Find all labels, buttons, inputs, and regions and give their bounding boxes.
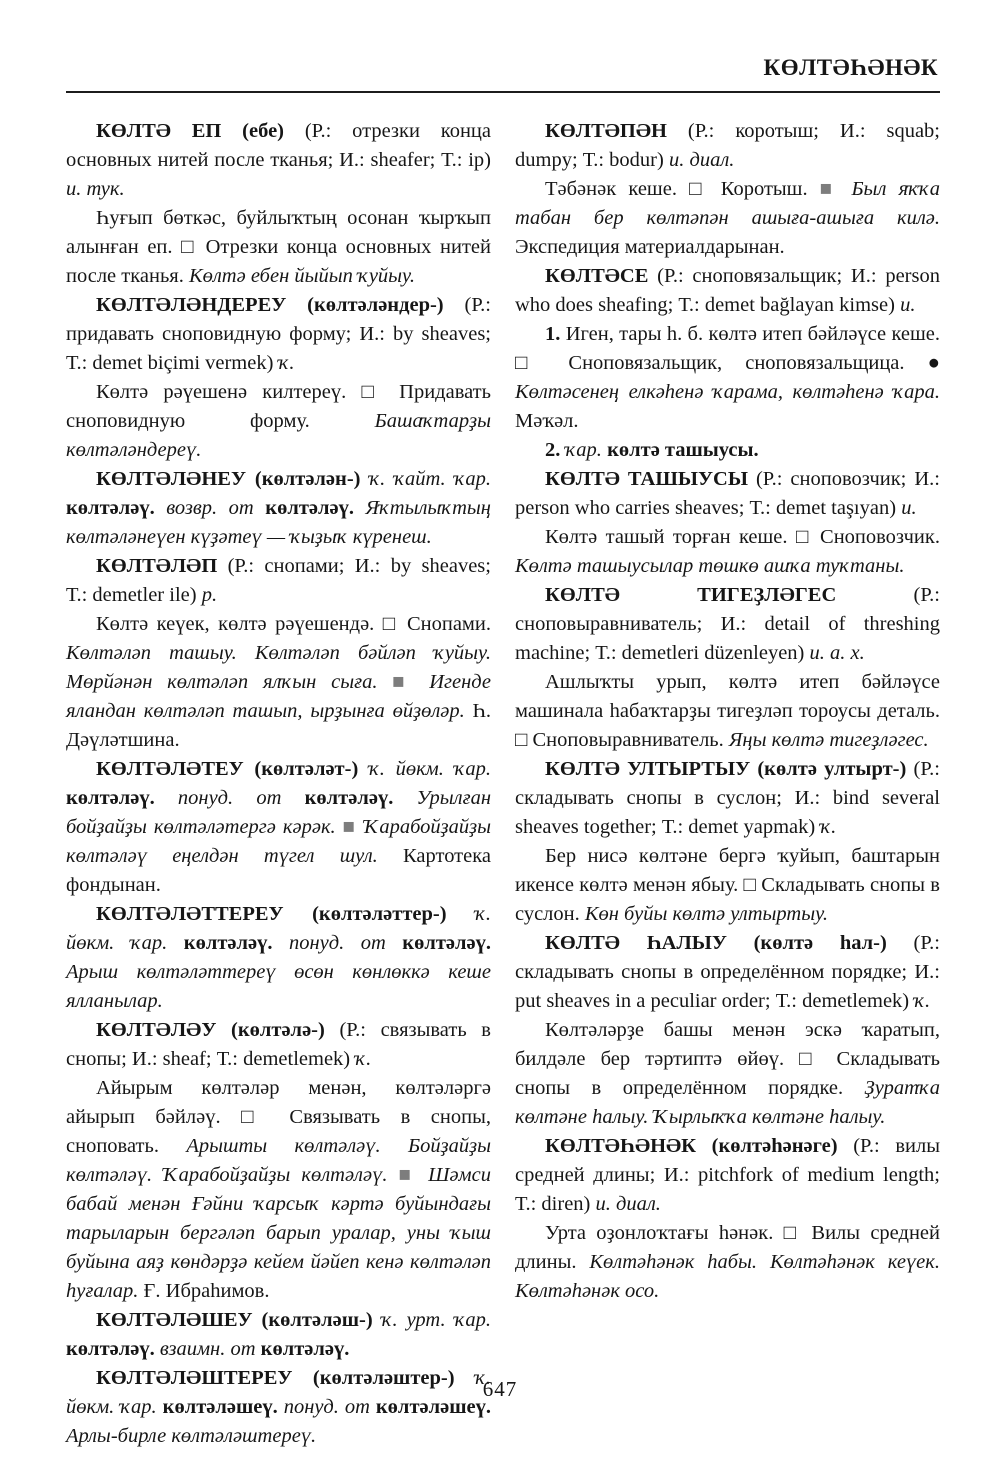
italic-text: понуд. от <box>289 932 403 954</box>
regular-text: Ашлыҡты урып, көлтә итеп бәйләүсе машинала һабаҡтарҙы тигеҙләп тороусы деталь. □ Сноповыравниватель. <box>515 671 940 751</box>
right-column <box>515 117 940 1451</box>
entry-paragraph <box>66 552 491 610</box>
italic-text: Яңы көлтә тигеҙләгес. <box>728 729 929 751</box>
entry-paragraph <box>515 436 940 465</box>
entry-paragraph <box>515 1219 940 1306</box>
bold-text: КӨЛТӘ ТАШЫУСЫ <box>545 468 756 490</box>
italic-text: Ҡарабойҙайҙы көлтәләү еңелдән түгел шул. <box>66 816 491 867</box>
entry-paragraph <box>66 117 491 204</box>
regular-text: (Р.: отрезки конца основных нитей после тканья; И.: sheafer; Т.: ip) <box>66 120 491 171</box>
entry-paragraph <box>66 1306 491 1364</box>
bold-text: көлтәләү. <box>402 932 492 954</box>
italic-text: ҡ. <box>278 352 295 374</box>
entry-paragraph <box>66 1016 491 1074</box>
bold-text: көлтәләшеү. <box>162 1396 284 1418</box>
regular-text: (Р.: складывать снопы в определённом порядке; И.: put sheaves in a peculiar order; Т.: demetlemek) <box>515 932 940 1012</box>
entry-paragraph <box>515 117 940 175</box>
regular-text: Көлтә кеүек, көлтә рәүешендә. □ Снопами. <box>96 613 491 635</box>
entry-paragraph <box>515 523 940 581</box>
italic-text: и. тук. <box>66 178 125 200</box>
regular-text: (Р.: снопами; И.: by sheaves; Т.: demetler ile) <box>66 555 491 606</box>
regular-text: (Р.: сноповозчик; И.: person who carries sheaves; Т.: demet taşıyan) <box>515 468 940 519</box>
text-columns <box>66 117 940 1451</box>
italic-text: ҡ. <box>914 990 931 1012</box>
regular-text: Урта оҙонлоҡтағы һәнәк. □ Вилы средней длины. <box>515 1222 940 1273</box>
regular-text: Көлтә ташый торған кеше. □ Сноповозчик. <box>545 526 940 548</box>
italic-text: Урылған бойҙайҙы көлтәләтергә кәрәк. <box>66 787 491 838</box>
entry-paragraph <box>515 320 940 436</box>
italic-text: ҡ. <box>820 816 837 838</box>
shaded-square-icon: ■ <box>819 178 840 200</box>
regular-text: Көлтә рәүешенә килтереү. □ Придавать сноповидную форму. <box>66 381 491 432</box>
bold-text: КӨЛТӘҺӘНӘК (көлтәһәнәге) <box>545 1135 854 1157</box>
entry-paragraph <box>66 204 491 291</box>
left-column <box>66 117 491 1451</box>
entry-paragraph <box>515 668 940 755</box>
entry-paragraph <box>515 842 940 929</box>
regular-text: Һуғып бөткәс, буйлыҡтың осонан ҡырҡып алынған еп. □ Отрезки конца основных нитей после тканья. <box>66 207 491 287</box>
italic-text: Игенде яландан көлтәләп ташып, ырҙынға өйҙөләр. <box>66 671 491 722</box>
entry-paragraph <box>66 610 491 755</box>
regular-text: (Р.: вилы средней длины; И.: pitchfork of medium length; Т.: diren) <box>515 1135 940 1215</box>
bold-text: көлтәләү. <box>183 932 289 954</box>
italic-text: ҡ. ҡайт. ҡар. <box>369 468 491 490</box>
regular-text: (Р.: сноповязальщик; И.: person who does sheafing; Т.: demet bağlayan kimse) <box>515 265 940 316</box>
italic-text: взаимн. от <box>159 1338 261 1360</box>
italic-text: возвр. от <box>166 497 266 519</box>
italic-text: Яҡтылыҡтың көлтәләнеүен күҙәтеү — ҡыҙыҡ күренеш. <box>66 497 491 548</box>
regular-text: (Р.: коротыш; И.: squab; dumpy; Т.: bodur) <box>515 120 940 171</box>
regular-text: Бер нисә көлтәне бергә ҡуйып, баштарын икенсе көлтә менән ябыу. □ Складывать снопы в суслон. <box>515 845 940 925</box>
entry-paragraph <box>66 465 491 552</box>
italic-text: понуд. от <box>283 1396 376 1418</box>
italic-text: и. <box>900 294 916 316</box>
entry-paragraph <box>66 900 491 1016</box>
bold-text: көлтәләү. <box>260 1338 350 1360</box>
italic-text: и. а. х. <box>809 642 865 664</box>
italic-text: Арыш көлтәләттереү өсөн көнлөккә кеше ялланылар. <box>66 961 491 1012</box>
header-rule <box>66 91 940 93</box>
bold-text: КӨЛТӘСЕ <box>545 265 658 287</box>
regular-text: Һ. Дәүләтшина. <box>66 700 491 751</box>
italic-text: Башаҡтарҙы көлтәләндереү. <box>66 410 491 461</box>
italic-text: ҡар. <box>565 439 608 461</box>
italic-text: ҡ. <box>355 1048 372 1070</box>
regular-text: (Р.: придавать сноповидную форму; И.: by sheaves; Т.: demet biçimi vermek) <box>66 294 491 374</box>
bold-text: КӨЛТӘ ЕП (ебе) <box>96 120 305 142</box>
bold-text: көлтәләү. <box>66 497 167 519</box>
bold-text: көлтәләү. <box>66 787 178 809</box>
shaded-square-icon: ■ <box>342 816 357 838</box>
italic-text: р. <box>201 584 218 606</box>
bold-text: көлтәләү. <box>66 1338 160 1360</box>
italic-text: Арлы-бирле көлтәләштереү. <box>66 1425 317 1447</box>
italic-text: Көлтәсенең елкәһенә ҡарама, көлтәһенә ҡара. <box>515 381 940 403</box>
bold-text: КӨЛТӘЛӘНЕУ (көлтәлән-) <box>96 468 370 490</box>
regular-text: Иген, тары һ. б. көлтә итеп бәйләүсе кеше. □ Сноповязальщик, сноповязальщица. ● <box>515 323 941 374</box>
bold-text: КӨЛТӘЛӘТТЕРЕУ (көлтәләттер-) <box>96 903 476 925</box>
italic-text: Көн буйы көлтә ултыртыу. <box>584 903 829 925</box>
italic-text: ҡ. йөкм. ҡар. <box>368 758 491 780</box>
shaded-square-icon: ■ <box>398 1164 417 1186</box>
regular-text: (Р.: складывать снопы в суслон; И.: bind several sheaves together; Т.: demet yapmak) <box>515 758 940 838</box>
italic-text: Ҙуратҡа көлтәне һалыу. Ҡырлыҡҡа көлтәне һалыу. <box>515 1077 940 1128</box>
entry-paragraph <box>515 1016 940 1132</box>
regular-text: Мәҡәл. <box>515 410 579 432</box>
entry-paragraph <box>515 465 940 523</box>
regular-text: Тәбәнәк кеше. □ Коротыш. <box>545 178 820 200</box>
shaded-square-icon: ■ <box>392 671 415 693</box>
regular-text: (Р.: связывать в снопы; И.: sheaf; Т.: demetlemek) <box>66 1019 491 1070</box>
bold-text: КӨЛТӘЛӘНДЕРЕУ (көлтәләндер-) <box>96 294 465 316</box>
entry-paragraph <box>515 175 940 262</box>
italic-text: ҡ. йөкм. ҡар. <box>66 1367 491 1418</box>
italic-text: Был яҡҡа табан бер көлтәпән ашыға-ашыға килә. <box>515 178 940 229</box>
italic-text: Көлтәһәнәк һабы. Көлтәһәнәк кеүек. Көлтәһәнәк осо. <box>515 1251 940 1302</box>
bold-text: КӨЛТӘ УЛТЫРТЫУ (көлтә ултырт-) <box>545 758 914 780</box>
bold-text: 2. <box>545 439 566 461</box>
bold-text: көлтәләшеү. <box>375 1396 491 1418</box>
italic-text: Арышты көлтәләү. Бойҙайҙы көлтәләү. Ҡарабойҙайҙы көлтәләү. <box>66 1135 491 1186</box>
entry-paragraph <box>515 755 940 842</box>
italic-text: ҡ. йөкм. ҡар. <box>66 903 491 954</box>
entry-paragraph <box>515 1132 940 1219</box>
entry-paragraph <box>515 929 940 1016</box>
regular-text: Картотека фондынан. <box>66 845 491 896</box>
entry-paragraph <box>515 262 940 320</box>
regular-text: Экспедиция материалдарынан. <box>515 236 785 258</box>
entry-paragraph <box>66 1074 491 1306</box>
bold-text: КӨЛТӘЛӘУ (көлтәлә-) <box>96 1019 340 1041</box>
bold-text: КӨЛТӘЛӘП <box>96 555 228 577</box>
regular-text: Ғ. Ибраһимов. <box>143 1280 270 1302</box>
bold-text: КӨЛТӘПӘН <box>545 120 688 142</box>
entry-paragraph <box>66 378 491 465</box>
italic-text: понуд. от <box>177 787 305 809</box>
italic-text: ҡ. урт. <box>381 1309 455 1331</box>
italic-text: ҡар. <box>454 1309 491 1331</box>
bold-text: көлтә ташыусы. <box>607 439 759 461</box>
entry-paragraph <box>66 291 491 378</box>
page-header <box>66 56 940 93</box>
bold-text: КӨЛТӘЛӘШТЕРЕУ (көлтәләштер-) <box>96 1367 476 1389</box>
bold-text: КӨЛТӘ ҺАЛЫУ (көлтә һал-) <box>545 932 914 954</box>
page-footer <box>0 1377 1000 1402</box>
italic-text: Көлтә ебен йыйып ҡуйыу. <box>189 265 415 287</box>
bold-text: көлтәләү. <box>304 787 417 809</box>
running-head-title: КӨЛТӘҺӘНӘК <box>763 55 938 80</box>
bold-text: КӨЛТӘ ТИГЕҘЛӘГЕС <box>545 584 914 606</box>
entry-paragraph <box>515 581 940 668</box>
bold-text: КӨЛТӘЛӘТЕУ (көлтәләт-) <box>96 758 369 780</box>
italic-text: Шәмси бабай менән Ғәйни ҡарсыҡ кәртә буйындағы тарыларын бергәләп барып уралар, уны ҡыш буйына аяҙ көндәрҙә кейем йәйеп кенә көлтәләп һуғалар. <box>66 1164 491 1302</box>
regular-text: Көлтәләрҙе башы менән эскә ҡаратып, билдәле бер тәртиптә өйөү. □ Складывать снопы в определённом порядке. <box>515 1019 940 1099</box>
bold-text: 1. <box>545 323 566 345</box>
italic-text: и. диал. <box>595 1193 661 1215</box>
bold-text: көлтәләү. <box>265 497 366 519</box>
regular-text: (Р.: сноповыравниватель; И.: detail of threshing machine; Т.: demetleri düzenleyen) <box>515 584 940 664</box>
page-number: 647 <box>482 1377 518 1401</box>
regular-text: Айырым көлтәләр менән, көлтәләргә айырып бәйләү. □ Связывать в снопы, сноповать. <box>66 1077 491 1157</box>
italic-text: Көлтә ташыусылар төшкө ашҡа туҡтаны. <box>515 555 905 577</box>
italic-text: Көлтәләп ташыу. Көлтәләп бәйләп ҡуйыу. Мөрйәнән көлтәләп ялҡын сыға. <box>66 642 491 693</box>
bold-text: КӨЛТӘЛӘШЕУ (көлтәләш-) <box>96 1309 382 1331</box>
entry-paragraph <box>66 755 491 900</box>
italic-text: и. <box>901 497 917 519</box>
italic-text: и. диал. <box>668 149 735 171</box>
